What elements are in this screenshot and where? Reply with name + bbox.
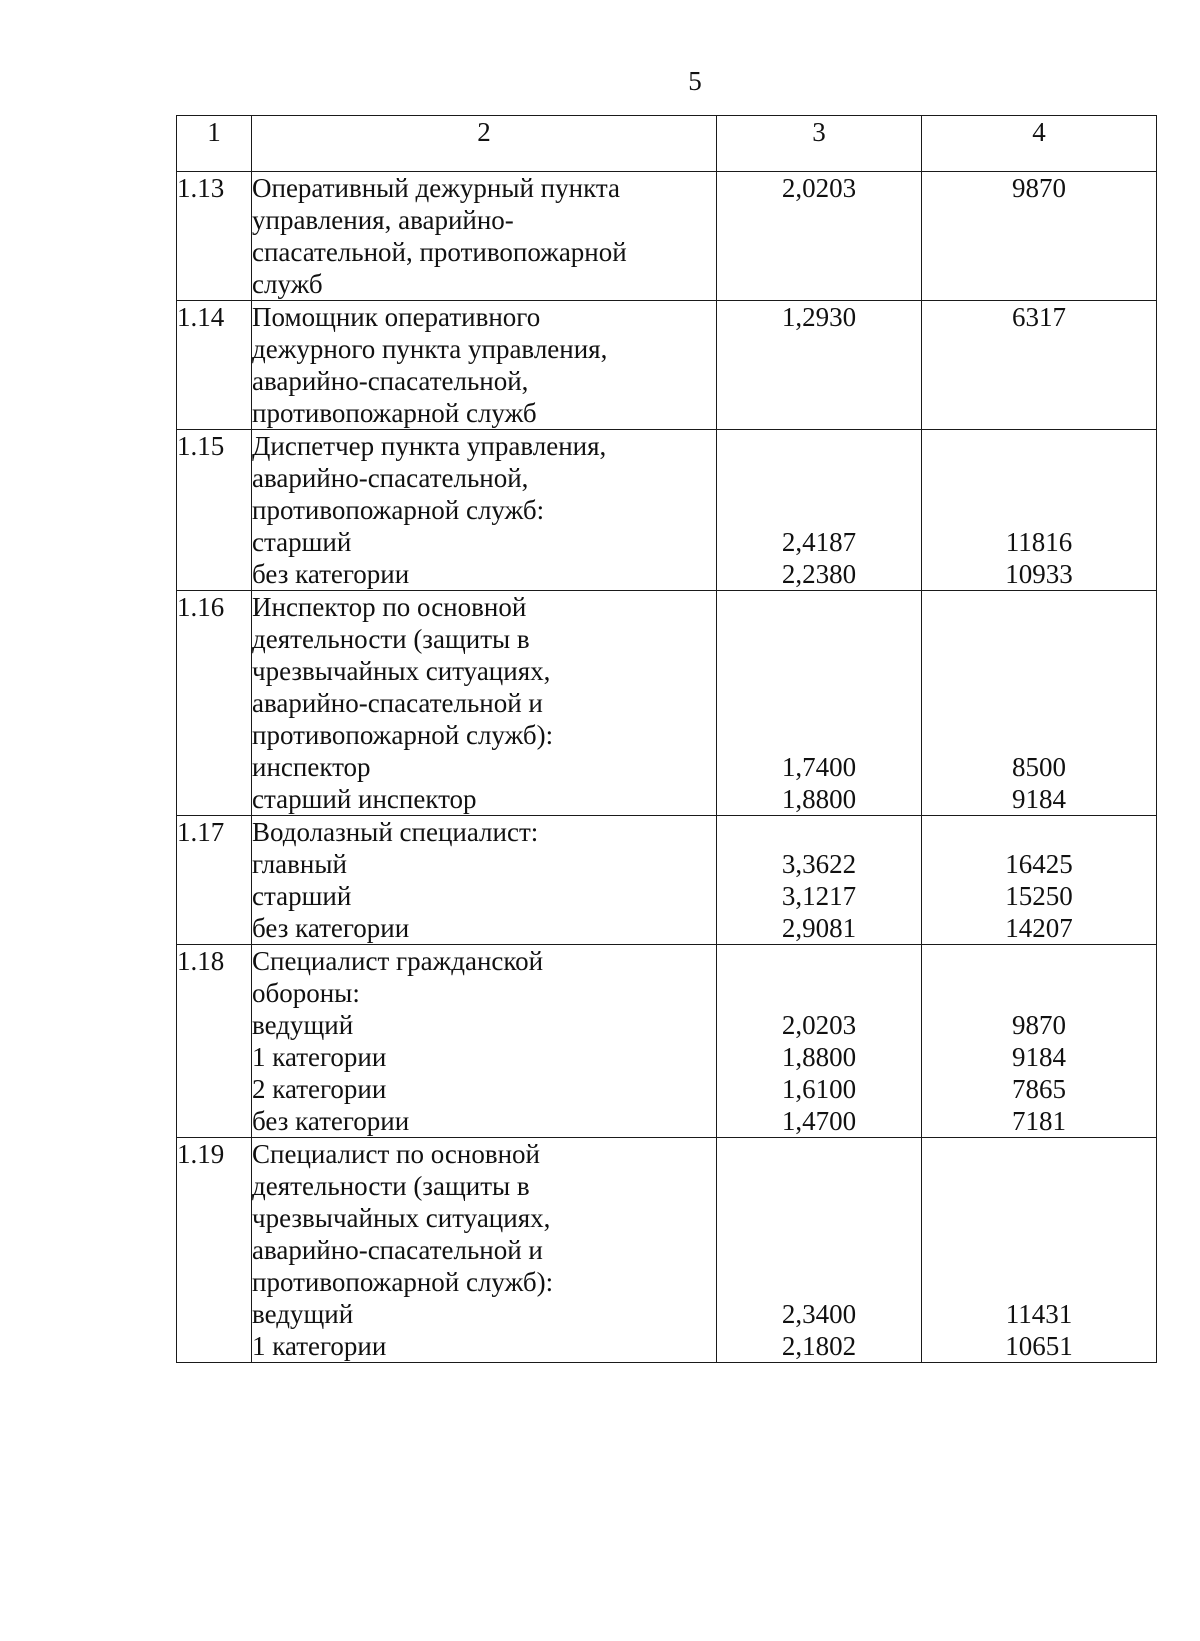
salary-value: 10933	[1005, 559, 1073, 589]
position-title-line: Диспетчер пункта управления,	[252, 431, 607, 461]
position-description-cell	[252, 430, 717, 591]
coefficient-value: 1,6100	[781, 1074, 857, 1104]
coefficient-value: 1,8800	[781, 784, 857, 814]
position-description-cell	[252, 816, 717, 945]
table-header-row	[177, 116, 1157, 172]
position-description-cell	[252, 301, 717, 430]
column-header: 2	[252, 116, 717, 172]
salary-value: 11431	[1005, 1299, 1073, 1329]
page-number: 5	[688, 66, 702, 96]
coefficient-value: 1,4700	[781, 1106, 857, 1136]
coefficient-value: 2,0203	[781, 1010, 857, 1040]
position-category-label: без категории	[252, 559, 410, 589]
salary-cell	[922, 591, 1157, 816]
position-description-cell	[252, 172, 717, 301]
table-row	[177, 945, 1157, 1138]
position-title-line: Специалист по основной	[252, 1139, 540, 1169]
coefficient-cell	[717, 816, 922, 945]
coefficient-cell	[717, 591, 922, 816]
salary-value: 6317	[1012, 302, 1066, 332]
coefficient-value: 2,2380	[781, 559, 857, 589]
row-number-cell: 1.19	[177, 1138, 252, 1363]
salary-cell	[922, 301, 1157, 430]
salary-cell	[922, 430, 1157, 591]
position-title-line: аварийно-спасательной,	[252, 366, 529, 396]
table-row	[177, 172, 1157, 301]
coefficient-value: 1,2930	[781, 302, 857, 332]
position-category-label: инспектор	[252, 752, 371, 782]
coefficient-value: 2,0203	[781, 173, 857, 203]
table-body	[177, 172, 1157, 1363]
row-number-cell: 1.17	[177, 816, 252, 945]
row-number-cell: 1.18	[177, 945, 252, 1138]
position-title-line: деятельности (защиты в	[252, 624, 530, 654]
position-title-line: аварийно-спасательной и	[252, 1235, 543, 1265]
position-category-label: ведущий	[252, 1299, 354, 1329]
column-header: 3	[717, 116, 922, 172]
position-category-label: 1 категории	[252, 1042, 387, 1072]
salary-value: 9870	[1012, 173, 1066, 203]
position-title-line: Помощник оперативного	[252, 302, 541, 332]
position-title-line: противопожарной служб:	[252, 495, 545, 525]
coefficient-cell	[717, 945, 922, 1138]
salary-value: 16425	[1005, 849, 1073, 879]
position-title-line: деятельности (защиты в	[252, 1171, 530, 1201]
position-title-line: служб	[252, 269, 323, 299]
position-category-label: без категории	[252, 1106, 410, 1136]
position-title-line: Оперативный дежурный пункта	[252, 173, 620, 203]
coefficient-cell	[717, 1138, 922, 1363]
salary-value: 7181	[1012, 1106, 1066, 1136]
column-header: 4	[922, 116, 1157, 172]
salary-value: 9184	[1012, 784, 1066, 814]
coefficient-value: 1,8800	[781, 1042, 857, 1072]
salary-value: 14207	[1005, 913, 1073, 943]
position-title-line: Специалист гражданской	[252, 946, 544, 976]
position-title-line: чрезвычайных ситуациях,	[252, 1203, 551, 1233]
row-number-cell: 1.16	[177, 591, 252, 816]
position-category-label: главный	[252, 849, 347, 879]
table-row	[177, 301, 1157, 430]
position-title-line: спасательной, противопожарной	[252, 237, 627, 267]
position-title-line: дежурного пункта управления,	[252, 334, 608, 364]
coefficient-value: 2,3400	[781, 1299, 857, 1329]
salary-value: 7865	[1012, 1074, 1066, 1104]
position-title-line: Водолазный специалист:	[252, 817, 539, 847]
position-category-label: старший инспектор	[252, 784, 477, 814]
coefficient-cell	[717, 172, 922, 301]
coefficient-value: 2,9081	[781, 913, 857, 943]
salary-value: 15250	[1005, 881, 1073, 911]
position-title-line: обороны:	[252, 978, 360, 1008]
position-title-line: противопожарной служб):	[252, 720, 554, 750]
position-description-cell	[252, 1138, 717, 1363]
salary-cell	[922, 816, 1157, 945]
column-header: 1	[177, 116, 252, 172]
position-category-label: ведущий	[252, 1010, 354, 1040]
position-category-label: 2 категории	[252, 1074, 387, 1104]
coefficient-cell	[717, 430, 922, 591]
salary-cell	[922, 945, 1157, 1138]
salary-cell	[922, 1138, 1157, 1363]
position-description-cell	[252, 945, 717, 1138]
position-title-line: управления, аварийно-	[252, 205, 514, 235]
position-title-line: аварийно-спасательной,	[252, 463, 529, 493]
salary-value: 11816	[1005, 527, 1073, 557]
position-title-line: противопожарной служб):	[252, 1267, 554, 1297]
row-number-cell: 1.14	[177, 301, 252, 430]
staff-salary-table	[176, 115, 1157, 1363]
salary-value: 8500	[1012, 752, 1066, 782]
position-category-label: 1 категории	[252, 1331, 387, 1361]
coefficient-value: 1,7400	[781, 752, 857, 782]
table-row	[177, 816, 1157, 945]
table-row	[177, 591, 1157, 816]
coefficient-value: 3,1217	[781, 881, 857, 911]
position-title-line: аварийно-спасательной и	[252, 688, 543, 718]
coefficient-value: 2,1802	[781, 1331, 857, 1361]
salary-value: 9870	[1012, 1010, 1066, 1040]
row-number-cell: 1.15	[177, 430, 252, 591]
salary-value: 10651	[1005, 1331, 1073, 1361]
position-category-label: старший	[252, 881, 352, 911]
position-description-cell	[252, 591, 717, 816]
position-title-line: противопожарной служб	[252, 398, 537, 428]
position-category-label: без категории	[252, 913, 410, 943]
position-title-line: Инспектор по основной	[252, 592, 527, 622]
coefficient-cell	[717, 301, 922, 430]
position-category-label: старший	[252, 527, 352, 557]
salary-cell	[922, 172, 1157, 301]
table-row	[177, 1138, 1157, 1363]
row-number-cell: 1.13	[177, 172, 252, 301]
coefficient-value: 3,3622	[781, 849, 857, 879]
coefficient-value: 2,4187	[781, 527, 857, 557]
salary-value: 9184	[1012, 1042, 1066, 1072]
position-title-line: чрезвычайных ситуациях,	[252, 656, 551, 686]
table-row	[177, 430, 1157, 591]
